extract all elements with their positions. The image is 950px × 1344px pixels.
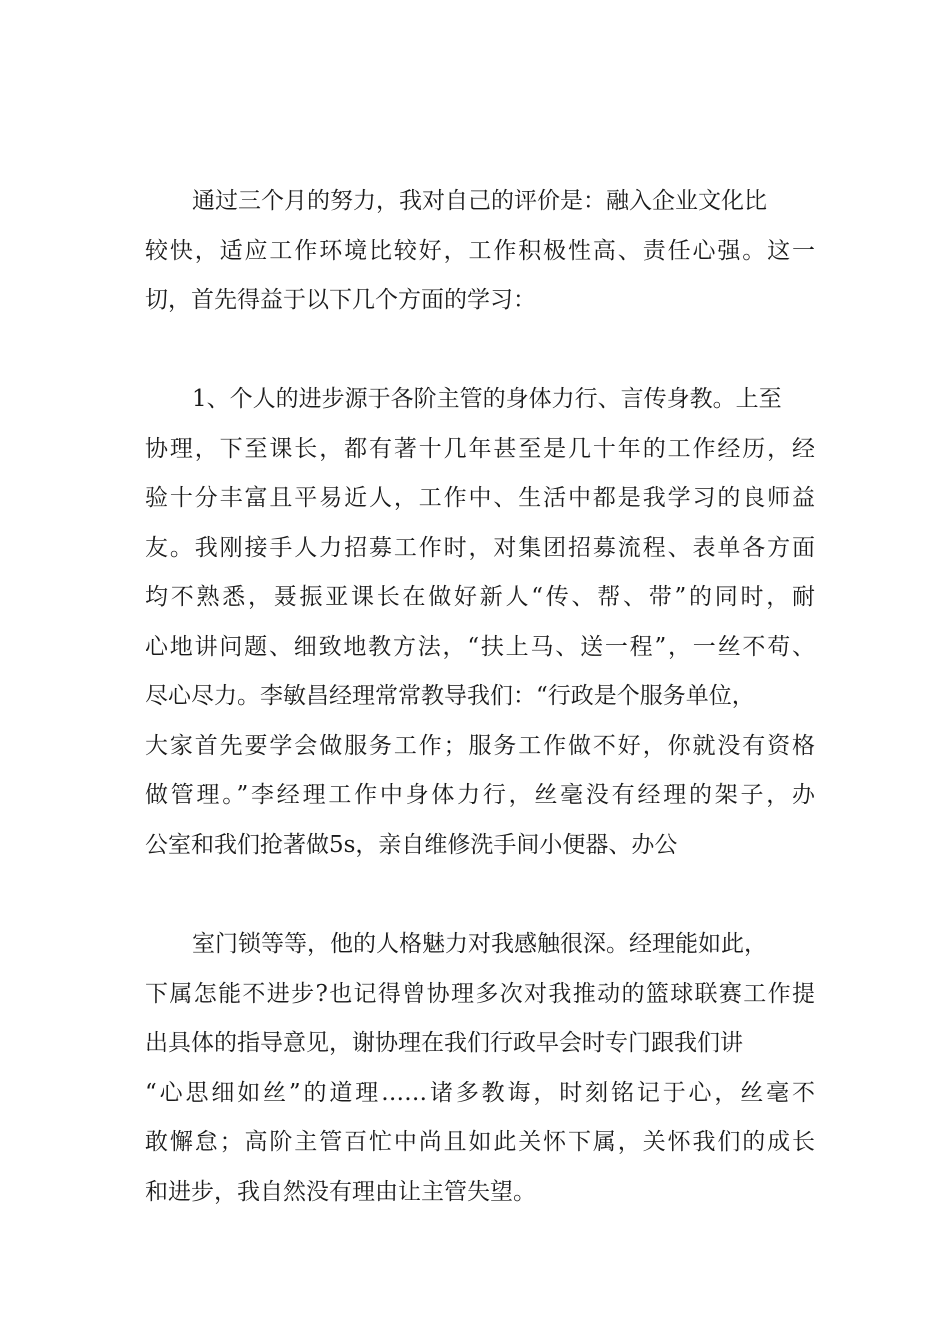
paragraph-line: 下属怎能不进步?也记得曾协理多次对我推动的篮球联赛工作提: [145, 980, 815, 1007]
paragraph-line: 验十分丰富且平易近人，工作中、生活中都是我学习的良师益: [145, 485, 815, 511]
paragraph-line: 公室和我们抢著做5s，亲自维修洗手间小便器、办公: [145, 831, 678, 858]
paragraph-line: 切，首先得益于以下几个方面的学习：: [145, 287, 536, 313]
paragraph-line: 出具体的指导意见，谢协理在我们行政早会时专门跟我们讲: [145, 1030, 743, 1056]
paragraph-line: 尽心尽力。李敏昌经理常常教导我们：“行政是个服务单位，: [145, 683, 755, 709]
paragraph-line: 友。我刚接手人力招募工作时，对集团招募流程、表单各方面: [145, 534, 815, 561]
paragraph-line: 通过三个月的努力，我对自己的评价是：融入企业文化比: [192, 188, 767, 214]
paragraph-line: 较快，适应工作环境比较好，工作积极性高、责任心强。这一: [145, 237, 815, 264]
paragraph-3: [145, 920, 815, 1217]
paragraph-1: [145, 177, 815, 326]
paragraph-line: 1、个人的进步源于各阶主管的身体力行、言传身教。上至: [192, 386, 782, 412]
paragraph-line: 心地讲问题、细致地教方法，“扶上马、送一程”，一丝不苟、: [145, 633, 815, 660]
paragraph-line: 和进步，我自然没有理由让主管失望。: [145, 1178, 536, 1205]
paragraph-line: 做管理。”李经理工作中身体力行，丝毫没有经理的架子，办: [145, 782, 815, 808]
paragraph-2: [145, 375, 815, 870]
paragraph-line: “心思细如丝”的道理……诸多教诲，时刻铭记于心，丝毫不: [145, 1079, 815, 1106]
paragraph-line: 敢懈怠；高阶主管百忙中尚且如此关怀下属，关怀我们的成长: [145, 1129, 815, 1155]
paragraph-line: 均不熟悉，聂振亚课长在做好新人“传、帮、带”的同时，耐: [145, 584, 815, 610]
paragraph-line: 大家首先要学会做服务工作；服务工作做不好，你就没有资格: [145, 732, 815, 759]
paragraph-line: 协理，下至课长，都有著十几年甚至是几十年的工作经历，经: [145, 435, 815, 462]
paragraph-line: 室门锁等等，他的人格魅力对我感触很深。经理能如此，: [192, 931, 767, 957]
